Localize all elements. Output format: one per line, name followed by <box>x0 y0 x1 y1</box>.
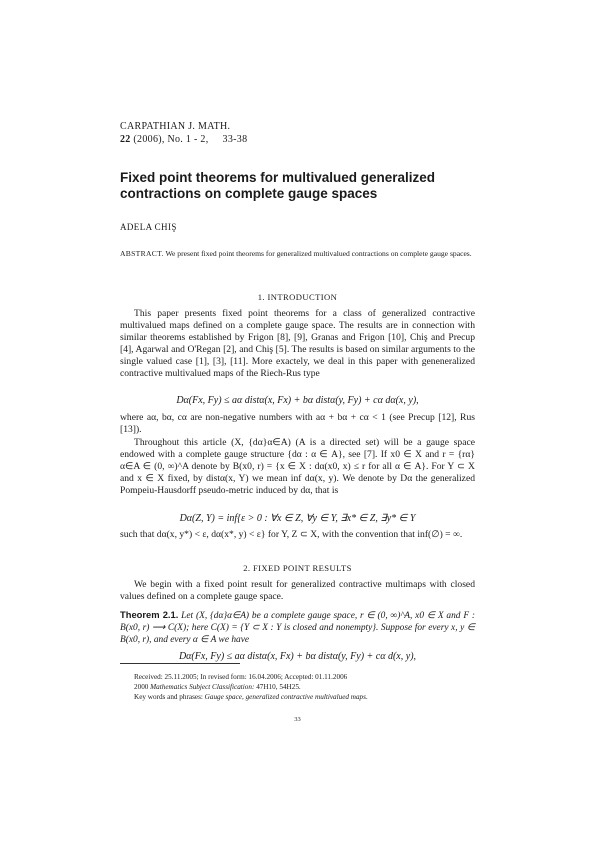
footnote-received: Received: 25.11.2005; In revised form: 16.04.2006; Accepted: 01.11.2006 <box>134 673 348 681</box>
results-paragraph-1: We begin with a fixed point result for generalized contractive multimaps with closed values defined on a complete gauge space. <box>120 579 475 602</box>
page-number: 33 <box>294 716 301 723</box>
keywords-text: Gauge space, generalized contractive multivalued maps. <box>202 693 368 701</box>
journal-header <box>120 120 247 146</box>
journal-issue <box>120 133 247 146</box>
journal-volume: 22 <box>120 134 131 145</box>
abstract <box>120 249 475 260</box>
footnote-divider <box>120 663 240 664</box>
msc-codes: 47H10, 54H25. <box>254 683 301 691</box>
intro-paragraph-3: Throughout this article (X, {dα}α∈A) (A is a directed set) will be a gauge space endowed with a complete gauge structure {dα : α ∈ A}, see [7]. If x0 ∈ X and r = {rα}α∈A ∈ (0, ∞)^A denote by B(x0, r) = {x ∈ X : dα(x0, x) ≤ r for all α ∈ A}. For Y ⊂ X and x ∈ X fixed, by distα(x, Y) we mean inf dα(x, y). We denote by Dα the generalized Pompeiu-Hausdorff pseudo-metric induced by dα, that is <box>120 437 475 496</box>
footnote-keywords <box>134 692 368 702</box>
abstract-label: ABSTRACT. <box>120 249 164 258</box>
journal-pages: 33-38 <box>222 134 248 145</box>
intro-paragraph-4: such that dα(x, y*) < ε, dα(x*, y) < ε} for Y, Z ⊂ X, with the convention that inf(∅) = ∞. <box>120 529 463 540</box>
equation-reich-rus: Dα(Fx, Fy) ≤ aα distα(x, Fx) + bα distα(y, Fy) + cα dα(x, y), <box>176 395 419 406</box>
equation-hausdorff: Dα(Z, Y) = inf{ε > 0 : ∀x ∈ Z, ∀y ∈ Y, ∃x* ∈ Z, ∃y* ∈ Y <box>179 513 416 524</box>
paper-author: ADELA CHIŞ <box>120 222 177 232</box>
msc-label: Mathematics Subject Classification: <box>150 683 255 691</box>
theorem-statement: Let (X, {dα}α∈A) be a complete gauge space, r ∈ (0, ∞)^A, x0 ∈ X and F : B(x0, r) ⟶ C(X); here C(X) = {Y ⊂ X : Y is closed and nonempty}. Suppose for every x, y ∈ B(x0, r), and every α ∈ A we have <box>120 611 476 645</box>
theorem-2-1 <box>120 609 475 647</box>
intro-paragraph-1: This paper presents fixed point theorems for a class of generalized contractive multivalued maps defined on a complete gauge space. The results are in connection with similar theorems established by Frigon [8], [9], Granas and Frigon [10], Chiş and Precup [4], Agarwal and O'Regan [2], and Chiş [5]. The results is based on similar arguments to the single valued case [1], [3], [11]. More exactely, we deal in this paper with geneneralized contractive multivalued maps of the Riech-Rus type <box>120 308 475 379</box>
intro-paragraph-2: where aα, bα, cα are non-negative numbers with aα + bα + cα < 1 (see Precup [12], Rus [13]). <box>120 412 475 435</box>
equation-theorem-condition: Dα(Fx, Fy) ≤ aα distα(x, Fx) + bα distα(y, Fy) + cα d(x, y), <box>178 651 417 662</box>
keywords-label: Key words and phrases: <box>134 693 203 701</box>
footnotes <box>134 672 368 702</box>
section-heading-introduction: 1. INTRODUCTION <box>257 292 338 302</box>
abstract-text: We present fixed point theorems for generalized multivalued contractions on complete gauge spaces. <box>165 249 472 258</box>
paper-title: Fixed point theorems for multivalued generalized contractions on complete gauge spaces <box>120 170 436 201</box>
footnote-msc: 2000 Mathematics Subject Classification: 47H10, 54H25. <box>134 683 301 691</box>
theorem-label: Theorem 2.1. <box>120 609 179 620</box>
journal-name: CARPATHIAN J. MATH. <box>120 121 231 132</box>
section-heading-fixed-point-results: 2. FIXED POINT RESULTS <box>243 563 352 573</box>
journal-issue-line: (2006), No. 1 - 2, <box>133 134 209 145</box>
